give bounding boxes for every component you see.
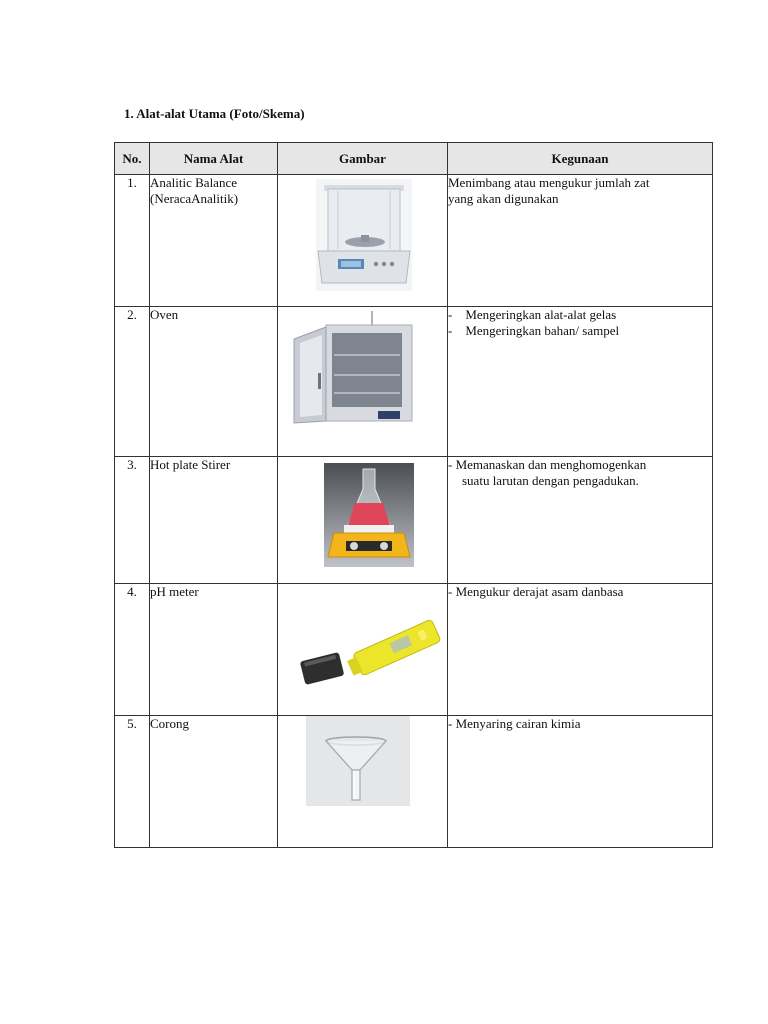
header-image: Gambar [278, 143, 448, 175]
use-line: Menimbang atau mengukur jumlah zat [448, 175, 650, 190]
tools-table [114, 142, 713, 848]
tool-name-line: Corong [150, 716, 189, 731]
use-line: - Mengeringkan bahan/ sampel [448, 323, 620, 338]
table-row [115, 307, 713, 457]
hot-plate-stirrer-photo [324, 463, 414, 567]
use-line: - Memanaskan dan menghomogenkan [448, 457, 647, 472]
tool-use [448, 716, 713, 848]
use-line: suatu larutan dengan pengadukan. [462, 473, 639, 488]
tool-name [150, 716, 278, 848]
table-header-row [115, 143, 713, 175]
tool-name-line: Oven [150, 307, 179, 322]
row-number: 2. [115, 307, 150, 457]
tool-image-cell [278, 307, 448, 457]
table-row [115, 457, 713, 584]
use-line: yang akan digunakan [448, 191, 559, 206]
glass-funnel-photo [306, 716, 410, 806]
row-number: 5. [115, 716, 150, 848]
laboratory-oven-photo [286, 311, 418, 429]
section-heading: 1. Alat-alat Utama (Foto/Skema) [124, 106, 305, 121]
use-line: - Mengeringkan alat-alat gelas [448, 307, 617, 322]
header-name: Nama Alat [150, 143, 278, 175]
tool-use [448, 175, 713, 307]
tool-use [448, 584, 713, 716]
tool-name-line: pH meter [150, 584, 199, 599]
row-number: 3. [115, 457, 150, 584]
row-number: 4. [115, 584, 150, 716]
tool-name-line: Hot plate Stirer [150, 457, 231, 472]
row-number: 1. [115, 175, 150, 307]
header-no: No. [115, 143, 150, 175]
ph-meter-photo [296, 600, 442, 690]
table-row [115, 175, 713, 307]
tool-name [150, 307, 278, 457]
analytical-balance-photo [316, 179, 412, 291]
tool-name [150, 457, 278, 584]
tool-image-cell [278, 584, 448, 716]
header-use: Kegunaan [448, 143, 713, 175]
tool-use [448, 307, 713, 457]
tool-image-cell [278, 716, 448, 848]
tool-name [150, 584, 278, 716]
tool-use [448, 457, 713, 584]
table-row [115, 584, 713, 716]
use-line: - Menyaring cairan kimia [448, 716, 581, 731]
tool-image-cell [278, 175, 448, 307]
tool-name-line: (NeracaAnalitik) [150, 191, 239, 206]
use-line: - Mengukur derajat asam danbasa [448, 584, 624, 599]
tool-name-line: Analitic Balance [150, 175, 237, 190]
tool-image-cell [278, 457, 448, 584]
tool-name [150, 175, 278, 307]
table-row [115, 716, 713, 848]
